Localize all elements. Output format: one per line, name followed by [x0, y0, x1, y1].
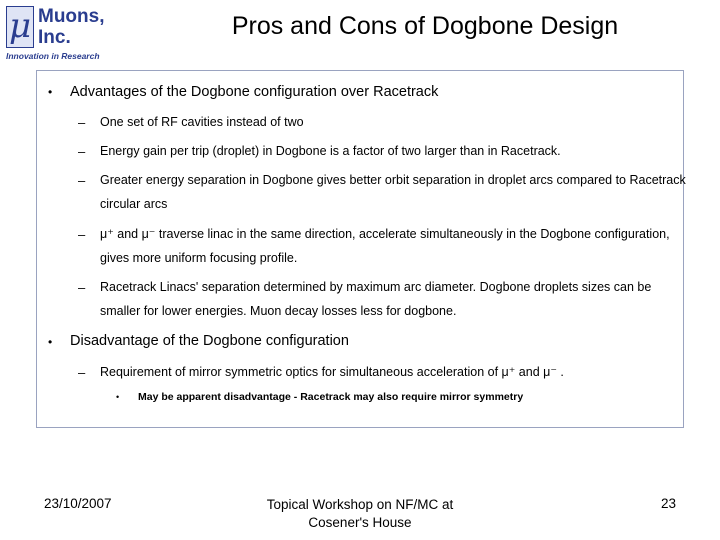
footer-date: 23/10/2007 — [44, 496, 112, 511]
page-number: 23 — [660, 496, 676, 511]
advantage-item: Racetrack Linacs' separation determined by maximum arc diameter. Dogbone droplets sizes can be smaller for lower energies. Muon decay losses less for dogbone. — [100, 280, 652, 318]
disadvantage-item: Requirement of mirror symmetric optics for simultaneous acceleration of μ⁺ and μ⁻ . — [100, 365, 564, 379]
disadvantage-subitem: May be apparent disadvantage - Racetrack may also require mirror symmetry — [138, 391, 524, 403]
advantage-item: Energy gain per trip (droplet) in Dogbone is a factor of two larger than in Racetrack. — [100, 144, 561, 158]
advantages-heading: Advantages of the Dogbone configuration over Racetrack — [70, 84, 439, 100]
dash-marker: – — [78, 144, 86, 159]
advantage-item: μ⁺ and μ⁻ traverse linac in the same direction, accelerate simultaneously in the Dogbone configuration, gives more uniform focusing profile. — [100, 227, 670, 265]
muons-inc-logo — [6, 4, 116, 62]
advantage-item: Greater energy separation in Dogbone gives better orbit separation in droplet arcs compared to Racetrack circular arcs — [100, 173, 686, 211]
dash-marker: – — [78, 227, 86, 242]
dash-marker: – — [78, 115, 86, 130]
logo-company-name: Muons, Inc. — [38, 6, 105, 48]
bullet-dot: • — [48, 335, 53, 349]
bullet-dot: • — [48, 85, 53, 99]
disadvantages-heading: Disadvantage of the Dogbone configuration — [70, 333, 349, 349]
advantage-item: One set of RF cavities instead of two — [100, 115, 304, 129]
footer-event: Topical Workshop on NF/MC at Cosener's House — [266, 497, 454, 530]
dash-marker: – — [78, 365, 86, 380]
slide-title: Pros and Cons of Dogbone Design — [231, 12, 619, 40]
sub-bullet-dot: • — [116, 392, 120, 402]
dash-marker: – — [78, 173, 86, 188]
logo-tagline: Innovation in Research — [6, 51, 100, 61]
dash-marker: – — [78, 280, 86, 295]
mu-symbol: μ — [6, 6, 34, 48]
